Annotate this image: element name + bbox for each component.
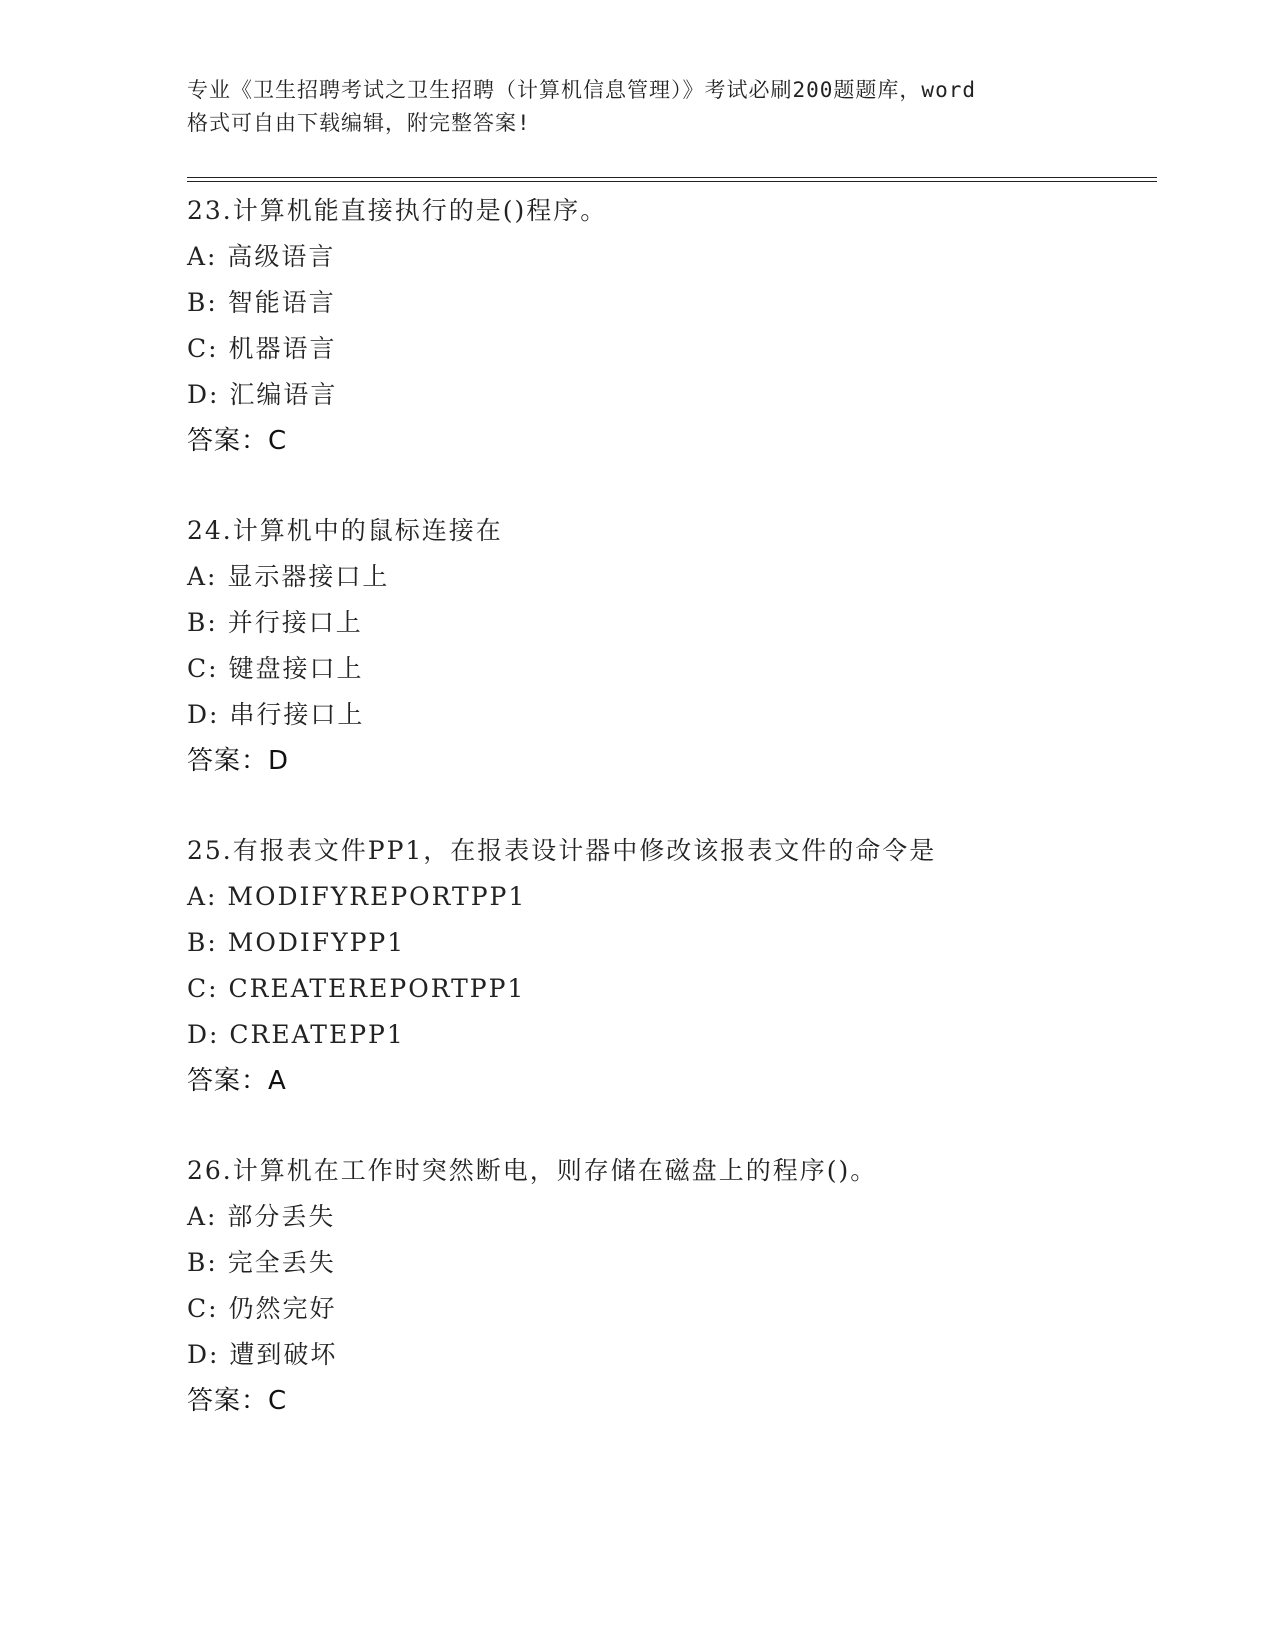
question-block [187, 188, 1167, 464]
option-a: A: 显示器接口上 [187, 562, 390, 591]
header-divider-top [187, 177, 1157, 178]
question-stem: 25.有报表文件PP1，在报表设计器中修改该报表文件的命令是 [187, 836, 937, 865]
option-a: A: 高级语言 [187, 242, 336, 271]
header-divider-bottom [187, 181, 1157, 182]
header-line-2: 格式可自由下载编辑，附完整答案! [187, 111, 531, 135]
option-a: A: MODIFYREPORTPP1 [187, 882, 527, 911]
answer-line: 答案：C [187, 426, 288, 456]
question-block [187, 1148, 1167, 1424]
question-stem: 24.计算机中的鼠标连接在 [187, 516, 503, 545]
option-c: C: 仍然完好 [187, 1294, 337, 1323]
option-c: C: 键盘接口上 [187, 654, 364, 683]
option-d: D: 汇编语言 [187, 380, 338, 409]
option-b: B: 并行接口上 [187, 608, 363, 637]
option-b: B: 智能语言 [187, 288, 336, 317]
option-c: C: CREATEREPORTPP1 [187, 974, 526, 1003]
option-b: B: 完全丢失 [187, 1248, 336, 1277]
option-b: B: MODIFYPP1 [187, 928, 406, 957]
option-d: D: 遭到破坏 [187, 1340, 338, 1369]
question-stem: 23.计算机能直接执行的是()程序。 [187, 196, 608, 225]
question-stem: 26.计算机在工作时突然断电，则存储在磁盘上的程序()。 [187, 1156, 878, 1185]
header-line-1: 专业《卫生招聘考试之卫生招聘（计算机信息管理）》考试必刷200题题库，word [187, 78, 976, 102]
question-block [187, 828, 1167, 1104]
option-a: A: 部分丢失 [187, 1202, 336, 1231]
question-block [187, 508, 1167, 784]
answer-line: 答案：A [187, 1066, 287, 1096]
option-c: C: 机器语言 [187, 334, 337, 363]
option-d: D: CREATEPP1 [187, 1020, 405, 1049]
answer-line: 答案：D [187, 746, 290, 776]
option-d: D: 串行接口上 [187, 700, 365, 729]
answer-line: 答案：C [187, 1386, 288, 1416]
document-header [187, 74, 1087, 140]
